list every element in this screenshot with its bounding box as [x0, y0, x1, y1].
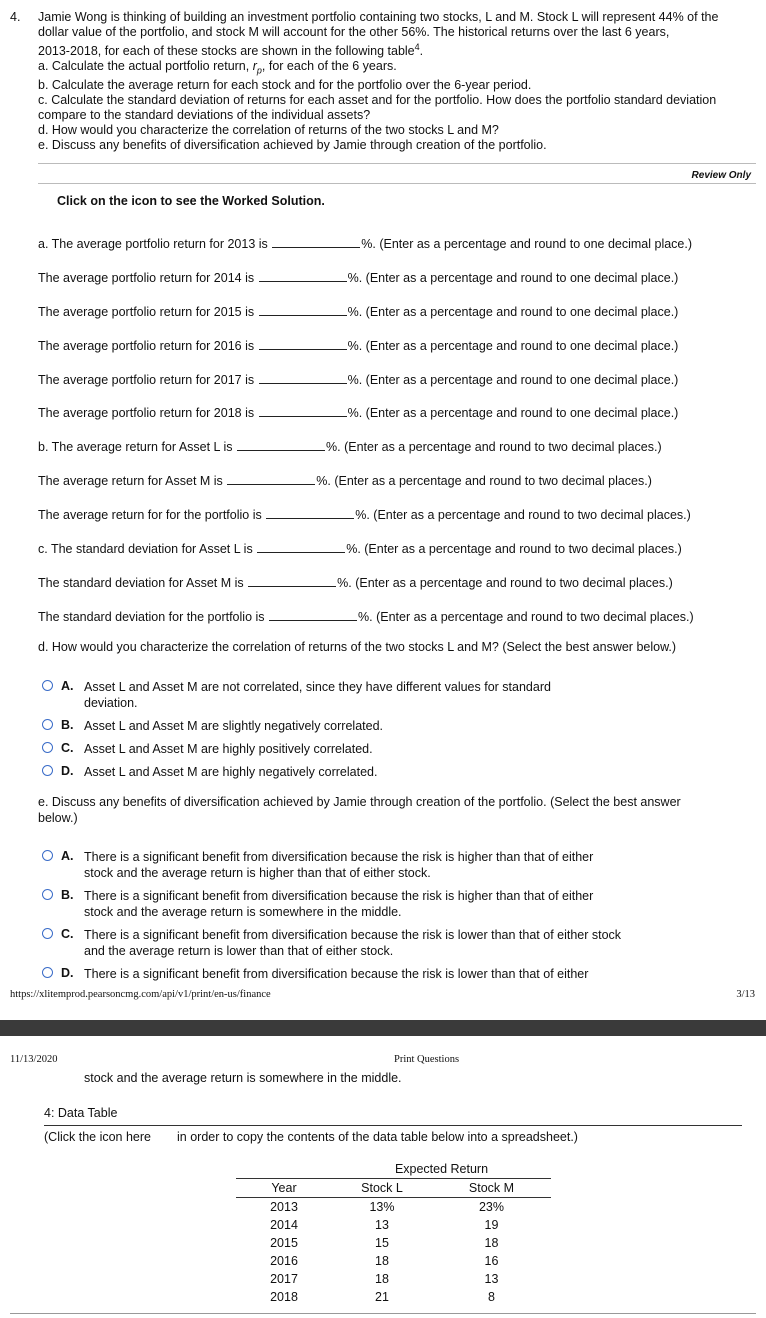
answer-hint: %. (Enter as a percentage and round to two decimal places.): [326, 440, 662, 454]
column-header: Stock L: [361, 1181, 403, 1195]
answer-label: The average return for Asset M is: [38, 474, 223, 488]
answer-label: The average portfolio return for 2018 is: [38, 406, 255, 420]
answer-row-2014: [38, 269, 678, 285]
answer-hint: %. (Enter as a percentage and round to one decimal place.): [347, 339, 679, 353]
answer-hint: %. (Enter as a percentage and round to one decimal place.): [347, 373, 679, 387]
page-break: [0, 1020, 766, 1036]
part-e-text: e. Discuss any benefits of diversification achieved by Jamie through creation of the portfolio.: [38, 138, 547, 152]
answer-row-2013: [38, 235, 692, 251]
radio-button[interactable]: [42, 889, 53, 900]
group-header: Expected Return: [394, 1162, 489, 1176]
part-d-option-d[interactable]: D. Asset L and Asset M are highly negatively correlated.: [42, 764, 642, 780]
answer-row-sd-l: [38, 540, 682, 556]
answer-label: c. The standard deviation for Asset L is: [38, 542, 253, 556]
answer-row-2017: [38, 371, 678, 387]
portfolio-return-2017-input[interactable]: [259, 371, 347, 384]
table-row: 2016 18 16: [270, 1254, 499, 1268]
radio-button[interactable]: [42, 680, 53, 691]
table-row: 2013 13% 23%: [270, 1200, 505, 1214]
divider: [44, 1125, 742, 1126]
divider: [38, 183, 756, 184]
part-e-option-c[interactable]: C. There is a significant benefit from diversification because the risk is lower than that of either stock and the average return is lower than that of either stock.: [42, 927, 642, 961]
part-e-option-d[interactable]: D. There is a significant benefit from diversification because the risk is lower than that of either: [42, 966, 642, 982]
portfolio-return-2018-input[interactable]: [259, 404, 347, 417]
part-d-option-b[interactable]: B. Asset L and Asset M are slightly negatively correlated.: [42, 718, 642, 734]
answer-row-sd-m: [38, 574, 673, 590]
part-c-text: c. Calculate the standard deviation of returns for each asset and for the portfolio. How does the portfolio standard deviation: [38, 93, 717, 107]
footer-url: https://xlitemprod.pearsoncmg.com/api/v1/print/en-us/finance: [10, 989, 271, 1000]
answer-hint: %. (Enter as a percentage and round to one decimal place.): [347, 305, 679, 319]
radio-button[interactable]: [42, 928, 53, 939]
answer-row-sd-portfolio: [38, 608, 694, 624]
column-header: Stock M: [468, 1181, 515, 1195]
part-e-option-a[interactable]: A. There is a significant benefit from diversification because the risk is higher than that of either stock and the average return is higher than that of either stock.: [42, 849, 642, 883]
portfolio-return-2016-input[interactable]: [259, 337, 347, 350]
radio-button[interactable]: [42, 719, 53, 730]
print-date: 11/13/2020: [10, 1054, 58, 1065]
avg-return-l-input[interactable]: [237, 438, 325, 451]
answer-hint: %. (Enter as a percentage and round to two decimal places.): [346, 542, 682, 556]
worked-solution-link[interactable]: Click on the icon to see the Worked Solution.: [57, 194, 325, 208]
sd-l-input[interactable]: [257, 540, 345, 553]
answer-hint: %. (Enter as a percentage and round to two decimal places.): [337, 576, 673, 590]
intro-line: 2013-2018, for each of these stocks are shown in the following table: [38, 44, 415, 59]
answer-label: a. The average portfolio return for 2013 is: [38, 237, 268, 251]
radio-button[interactable]: [42, 850, 53, 861]
answer-row-2015: [38, 303, 678, 319]
review-only-label: Review Only: [691, 170, 751, 181]
question-parts: [38, 78, 716, 153]
answer-label: The average portfolio return for 2017 is: [38, 373, 255, 387]
table-row: 2014 13 19: [270, 1218, 499, 1232]
table-row: 2017 18 13: [270, 1272, 499, 1286]
avg-return-m-input[interactable]: [227, 472, 315, 485]
intro-line: Jamie Wong is thinking of building an investment portfolio containing two stocks, L and M. Stock L will represent 44% of the: [38, 10, 719, 24]
footer-page-number: 3/13: [736, 989, 755, 1000]
print-title: Print Questions: [394, 1054, 460, 1065]
answer-hint: %. (Enter as a percentage and round to one decimal place.): [347, 271, 679, 285]
answer-row-avg-portfolio: [38, 506, 691, 522]
part-a-text: a. Calculate the actual portfolio return, $r_p$, for each of the 6 years.: [38, 59, 397, 76]
portfolio-return-2015-input[interactable]: [259, 303, 347, 316]
answer-row-avg-l: [38, 438, 662, 454]
part-c-text: compare to the standard deviations of the individual assets?: [38, 108, 371, 122]
part-e-option-b[interactable]: B. There is a significant benefit from diversification because the risk is higher than that of either stock and the average return is somewhere in the middle.: [42, 888, 642, 922]
question-number: 4.: [10, 10, 21, 24]
radio-button[interactable]: [42, 742, 53, 753]
table-row: 2015 15 18: [270, 1236, 499, 1250]
avg-return-portfolio-input[interactable]: [266, 506, 354, 519]
sd-m-input[interactable]: [248, 574, 336, 587]
answer-label: The standard deviation for Asset M is: [38, 576, 244, 590]
footnote-mark: 4: [414, 42, 420, 52]
data-table: [236, 1160, 551, 1306]
divider: [10, 1313, 756, 1314]
answer-label: The average return for for the portfolio is: [38, 508, 262, 522]
answer-hint: %. (Enter as a percentage and round to one decimal place.): [361, 237, 693, 251]
sd-portfolio-input[interactable]: [269, 608, 357, 621]
continued-option-text: stock and the average return is somewhere in the middle.: [84, 1071, 402, 1085]
part-d-question: d. How would you characterize the correlation of returns of the two stocks L and M? (Select the best answer below.): [38, 640, 677, 654]
answer-hint: %. (Enter as a percentage and round to two decimal places.): [316, 474, 652, 488]
table-row: 2018 21 8: [270, 1290, 495, 1304]
divider: [38, 163, 756, 164]
portfolio-return-2013-input[interactable]: [272, 235, 360, 248]
data-table-title: 4: Data Table: [44, 1106, 118, 1120]
intro-line: dollar value of the portfolio, and stock M will account for the other 56%. The historical returns over the last 6 years,: [38, 25, 670, 39]
part-b-text: b. Calculate the average return for each stock and for the portfolio over the 6-year period.: [38, 78, 532, 92]
answer-row-2018: [38, 404, 678, 420]
answer-hint: %. (Enter as a percentage and round to one decimal place.): [347, 406, 679, 420]
question-intro: Jamie Wong is thinking of building an investment portfolio containing two stocks, L and M. Stock L will represent 44% of the dollar value of the portfolio, and stock M will account for the other 56%. The historical returns over the last 6 years, 2013-2018, for each of these stocks are shown in the following table$^4$. a. Calculate the actual portfolio return, $r_p$, for each of the 6 years.: [38, 10, 718, 79]
part-d-option-a[interactable]: A. Asset L and Asset M are not correlated, since they have different values for standard deviation.: [42, 679, 642, 713]
answer-label: The average portfolio return for 2016 is: [38, 339, 255, 353]
answer-label: The average portfolio return for 2014 is: [38, 271, 255, 285]
column-header: Year: [271, 1181, 297, 1195]
answer-label: The standard deviation for the portfolio is: [38, 610, 265, 624]
radio-button[interactable]: [42, 967, 53, 978]
answer-label: The average portfolio return for 2015 is: [38, 305, 255, 319]
portfolio-return-2014-input[interactable]: [259, 269, 347, 282]
answer-hint: %. (Enter as a percentage and round to two decimal places.): [358, 610, 694, 624]
answer-row-2016: [38, 337, 678, 353]
part-d-option-c[interactable]: C. Asset L and Asset M are highly positively correlated.: [42, 741, 642, 757]
answer-hint: %. (Enter as a percentage and round to two decimal places.): [355, 508, 691, 522]
radio-button[interactable]: [42, 765, 53, 776]
answer-row-avg-m: [38, 472, 652, 488]
part-d-text: d. How would you characterize the correlation of returns of the two stocks L and M?: [38, 123, 499, 137]
copy-instruction: (Click the icon here in order to copy the contents of the data table below into a spreadsheet.): [44, 1130, 578, 1144]
part-e-question: e. Discuss any benefits of diversification achieved by Jamie through creation of the portfolio. (Select the best answer below.): [38, 795, 681, 825]
answer-label: b. The average return for Asset L is: [38, 440, 233, 454]
